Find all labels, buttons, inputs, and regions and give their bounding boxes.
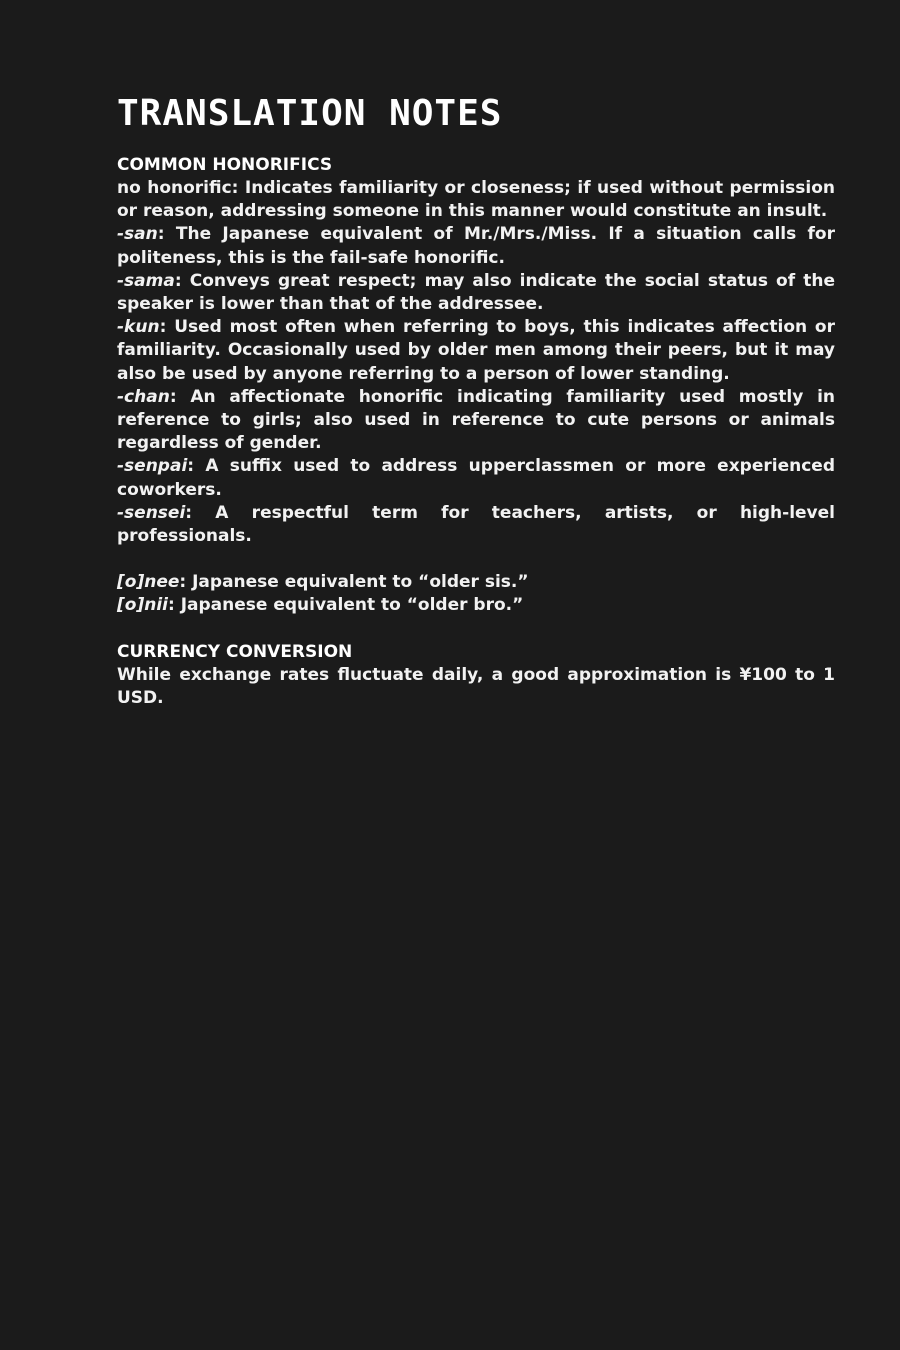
currency-text: While exchange rates fluctuate daily, a good approximation is ¥100 to 1 USD. <box>117 664 835 708</box>
honorifics-heading: COMMON HONORIFICS <box>117 155 333 175</box>
honorific-text: no honorific: Indicates familiarity or closeness; if used without permission or reason, addressing someone in this manner would constitute an insult. <box>117 178 835 222</box>
family-term: [o]nii <box>117 595 168 616</box>
family-term-onee <box>117 571 835 594</box>
honorific-entry-sensei <box>117 502 835 548</box>
currency-heading: CURRENCY CONVERSION <box>117 641 353 662</box>
notes-content <box>117 92 835 710</box>
honorific-text: : Conveys great respect; may also indicate the social status of the speaker is lower than that of the addressee. <box>117 270 835 315</box>
honorific-entry-senpai <box>117 455 835 501</box>
honorific-text: : Used most often when referring to boys, this indicates affection or familiarity. Occasionally used by older men among their peers, but it may also be used by anyone referring to a person of lower standing. <box>117 317 835 384</box>
honorific-term: -kun <box>117 317 160 338</box>
honorific-term: -san <box>117 224 158 245</box>
honorific-entry-sama <box>117 270 835 316</box>
honorific-term: -senpai <box>117 456 188 477</box>
honorific-term: -chan <box>117 386 170 407</box>
section-spacer <box>117 548 835 571</box>
honorific-text: : A suffix used to address upperclassmen or more experienced coworkers. <box>117 456 835 500</box>
honorific-entry-chan <box>117 386 835 456</box>
family-term-text: : Japanese equivalent to “older sis.” <box>179 572 529 593</box>
family-term: [o]nee <box>117 572 180 593</box>
honorific-text: : The Japanese equivalent of Mr./Mrs./Miss. If a situation calls for politeness, this is the fail-safe honorific. <box>117 224 835 268</box>
page-title: TRANSLATION NOTES <box>117 93 503 134</box>
honorific-text: : A respectful term for teachers, artists, or high-level professionals. <box>117 502 835 547</box>
family-term-onii <box>117 594 835 617</box>
honorific-term: -sama <box>117 270 175 291</box>
honorific-term: -sensei <box>117 502 186 523</box>
section-spacer <box>117 618 835 641</box>
honorific-entry-none <box>117 177 835 223</box>
honorific-entry-kun <box>117 316 835 386</box>
honorific-text: : An affectionate honorific indicating familiarity used mostly in reference to girls; also used in reference to cute persons or animals regardless of gender. <box>117 386 835 454</box>
honorific-entry-san <box>117 223 835 269</box>
family-term-text: : Japanese equivalent to “older bro.” <box>167 595 524 616</box>
